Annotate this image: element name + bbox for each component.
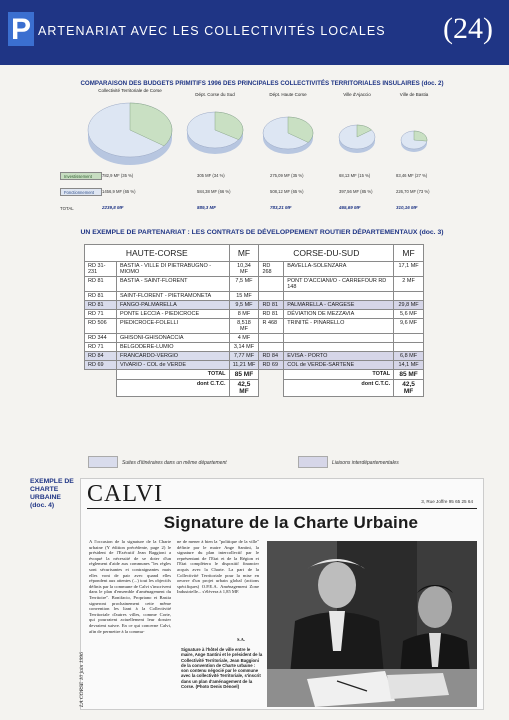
right-route-amount: 29,8 MF	[394, 301, 424, 310]
left-route-name: SAINT-FLORENT - PIETRAMONETA	[117, 292, 230, 301]
right-road-number: RD 81	[259, 310, 284, 319]
legend-fonctionnement: Fonctionnement	[60, 188, 102, 196]
right-route-name	[284, 292, 394, 301]
right-route-amount: 17,1 MF	[394, 262, 424, 277]
right-road-number	[259, 334, 284, 343]
right-route-amount	[394, 292, 424, 301]
col-corse-du-sud: CORSE-DU-SUD	[259, 245, 394, 262]
left-route-amount: 15 MF	[229, 292, 259, 301]
left-road-number: RD 81	[85, 292, 117, 301]
col-right-mf: MF	[394, 245, 424, 262]
right-road-number	[259, 277, 284, 292]
right-route-name: BAVELLA-SOLENZARA	[284, 262, 394, 277]
left-road-number: RD 69	[85, 361, 117, 370]
pie-slice-investissement	[414, 131, 427, 141]
right-road-number: RD 69	[259, 361, 284, 370]
pie-value-invest: 275,09 MF (35 %)	[270, 173, 304, 178]
total-label: TOTAL	[60, 206, 74, 211]
pie-value-invest: 68,13 MF (15 %)	[339, 173, 371, 178]
pie-value-total: 783,21 MF	[270, 205, 292, 210]
masthead-rule	[87, 508, 477, 509]
budget-section-title: COMPARAISON DES BUDGETS PRIMITIFS 1996 DES PRINCIPALES COLLECTIVITÉS TERRITORIALES INSULAIRES (doc. 2)	[80, 80, 444, 87]
pie-entity-name: Ville de Bastia	[399, 92, 429, 97]
pie-value-fonct: 226,70 MF (73 %)	[396, 189, 430, 194]
left-road-number: RD 31-231	[85, 262, 117, 277]
left-road-number: RD 84	[85, 352, 117, 361]
right-total-label: TOTAL	[284, 370, 394, 380]
left-total-value: 85 MF	[229, 370, 259, 380]
legend-inter-dept: Liaisons interdépartementales	[332, 460, 399, 466]
right-route-name: PONT D'ACCIANI/O - CARREFOUR RD 148	[284, 277, 394, 292]
table-row	[85, 301, 424, 310]
clipping-address: 3, Rue Joffre 95 65 25 64	[421, 499, 473, 504]
right-road-number	[259, 343, 284, 352]
right-road-number: RD 268	[259, 262, 284, 277]
left-route-amount: 7,77 MF	[229, 352, 259, 361]
right-road-number: R 468	[259, 319, 284, 334]
legend-same-dept: Suites d'itinéraires dans un même département	[122, 460, 227, 466]
left-route-name: PONTE LECCIA - PIEDICROCE	[117, 310, 230, 319]
road-contracts-table	[84, 244, 424, 397]
right-route-name: TRINITÉ - PINARELLO	[284, 319, 394, 334]
right-route-name: EVISA - PORTO	[284, 352, 394, 361]
legend-swatch-same-dept	[88, 456, 118, 468]
page-title: ARTENARIAT AVEC LES COLLECTIVITÉS LOCALES	[38, 24, 386, 38]
table-row	[85, 310, 424, 319]
left-total-label: TOTAL	[117, 370, 230, 380]
right-route-name	[284, 334, 394, 343]
pie-value-invest: 782,9 MF (35 %)	[102, 173, 134, 178]
pie-value-fonct: 508,12 MF (65 %)	[270, 189, 304, 194]
right-route-amount	[394, 334, 424, 343]
article-column-2: ne de mener à bien la "politique de la ville" définie par le maire Ange Santini, la signature du plan intercollectif par le représentant de l'Etat et de la Région et l'Etat complètera le dispositif financier acquis avec la Charte. La part de la Collectivité Territoriale pour la mise en oeuvre d'un projet urbain global (actions spécifiques) O.P.E.A. Aménagement Zone Industrielle... s'élèvera à 1,85 MF.	[177, 539, 259, 595]
col-haute-corse: HAUTE-CORSE	[85, 245, 230, 262]
right-road-number: RD 81	[259, 301, 284, 310]
left-road-number: RD 506	[85, 319, 117, 334]
left-route-name: BASTIA - VILLE DI PIETRABUGNO - MIOMO	[117, 262, 230, 277]
left-route-name: FRANCARDO-VERGIO	[117, 352, 230, 361]
pie-value-invest: 83,46 MF (27 %)	[396, 173, 428, 178]
pie-value-fonct: 1456,9 MF (65 %)	[102, 189, 136, 194]
right-route-name: PALMARELLA - CARGESE	[284, 301, 394, 310]
left-road-number: RD 81	[85, 301, 117, 310]
legend-swatch-inter	[298, 456, 328, 468]
left-route-name: VIVARIO - COL de VERDE	[117, 361, 230, 370]
left-route-amount: 9,5 MF	[229, 301, 259, 310]
right-ctc-label: dont C.T.C.	[284, 380, 394, 397]
page-number: (24)	[443, 12, 493, 45]
right-total-value: 85 MF	[394, 370, 424, 380]
right-route-name: DÉVIATION DE MEZZAVIA	[284, 310, 394, 319]
left-route-name: BASTIA - SAINT-FLORENT	[117, 277, 230, 292]
left-road-number: RD 71	[85, 343, 117, 352]
article-signature: S.A.	[237, 637, 246, 642]
pie-entity-name: Dépt. Corse du Sud	[195, 92, 235, 97]
left-route-amount: 3,14 MF	[229, 343, 259, 352]
left-road-number: RD 71	[85, 310, 117, 319]
left-route-amount: 4 MF	[229, 334, 259, 343]
right-route-name: COL de VERDE-SARTENE	[284, 361, 394, 370]
pie-value-invest: 305 MF (34 %)	[197, 173, 225, 178]
pie-entity-name: Collectivité Territoriale de Corse	[98, 88, 162, 93]
photo-caption: Signature à l'hôtel de ville entre le maire, Ange Santini et le président de la Collectivité Territoriale, Jean Baggioni de la convention de Charte urbaine : son contenu négocié par le commune avec la collectivité Territoriale, s'inscrit dans un plan d'aménagement de la Corse. (Photo Denis Dénoel)	[181, 647, 263, 690]
clipping-headline: Signature de la Charte Urbaine	[163, 513, 419, 532]
pie-entity-name: Ville d'Ajaccio	[343, 92, 371, 97]
table-row	[85, 319, 424, 334]
clipping-source: LA CORSE 10 juin 1996	[79, 652, 85, 707]
right-road-number: RD 84	[259, 352, 284, 361]
pie-value-total: 465,69 MF	[339, 205, 361, 210]
table-row	[85, 292, 424, 301]
left-road-number: RD 81	[85, 277, 117, 292]
left-route-name: GHISONI-GHISONACCIA	[117, 334, 230, 343]
left-route-amount: 8,518 MF	[229, 319, 259, 334]
clipping-masthead: CALVI	[87, 481, 164, 507]
pie-value-fonct: 584,38 MF (66 %)	[197, 189, 231, 194]
right-route-amount	[394, 343, 424, 352]
left-route-name: BELGODERE-LUMIO	[117, 343, 230, 352]
right-route-amount: 5,6 MF	[394, 310, 424, 319]
contracts-section-title: UN EXEMPLE DE PARTENARIAT : LES CONTRATS DE DÉVELOPPEMENT ROUTIER DÉPARTEMENTAUX (doc. 3)	[80, 229, 444, 236]
table-row	[85, 343, 424, 352]
right-route-name	[284, 343, 394, 352]
left-route-amount: 11,21 MF	[229, 361, 259, 370]
signing-photo	[267, 541, 477, 707]
pie-value-total: 889,3 MF	[197, 205, 217, 210]
right-route-amount: 6,8 MF	[394, 352, 424, 361]
left-route-amount: 10,34 MF	[229, 262, 259, 277]
svg-text:P: P	[10, 13, 32, 46]
pie-value-fonct: 397,56 MF (85 %)	[339, 189, 373, 194]
left-route-amount: 8 MF	[229, 310, 259, 319]
right-route-amount: 14,1 MF	[394, 361, 424, 370]
table-legend	[88, 456, 428, 470]
col-left-mf: MF	[229, 245, 259, 262]
example-label: EXEMPLE DE CHARTE URBAINE (doc. 4)	[30, 478, 74, 509]
right-route-amount: 2 MF	[394, 277, 424, 292]
article-column-1: A l'occasion de la signature de la Charte urbaine (Y édition précédente, page 2) le président de l'Exécutif Jean Baggioni a évoqué la nécessité de se doter d'un règlement d'aide aux communes "les règles sont sécurisantes et contraignantes mais elles vont de pair avec quand elles répondent aux attentes (...) tout les objectifs définis par la commune de Calvi s'inscrivent dans le plan d'ensemble d'aménagement du Territoire". Bonifacio, Propriano et Bastia signeront prochainement cette même convention les liant à la Collectivité Territoriale d'autres villes, comme Corte, qui pourraient actuellement leur dossier devraient suivre. En ce qui concerne Calvi, afin de permettre à la commu-	[89, 539, 171, 634]
pie-value-total: 2239,8 MF	[102, 205, 124, 210]
left-route-name: FANGO-PALMARELLA	[117, 301, 230, 310]
table-row	[85, 334, 424, 343]
right-ctc-value: 42,5 MF	[394, 380, 424, 397]
right-road-number	[259, 292, 284, 301]
pie-value-total: 310,16 MF	[396, 205, 418, 210]
legend-investissement: Investissement	[60, 172, 102, 180]
table-row	[85, 262, 424, 277]
right-route-amount: 9,6 MF	[394, 319, 424, 334]
left-route-amount: 7,5 MF	[229, 277, 259, 292]
pie-entity-name: Dépt. Haute Corse	[269, 92, 307, 97]
left-ctc-label: dont C.T.C.	[117, 380, 230, 397]
table-row	[85, 361, 424, 370]
newspaper-clipping	[80, 478, 484, 710]
table-row	[85, 277, 424, 292]
left-ctc-value: 42,5 MF	[229, 380, 259, 397]
left-route-name: PIEDICROCE-FOLELLI	[117, 319, 230, 334]
table-row	[85, 352, 424, 361]
left-road-number: RD 344	[85, 334, 117, 343]
